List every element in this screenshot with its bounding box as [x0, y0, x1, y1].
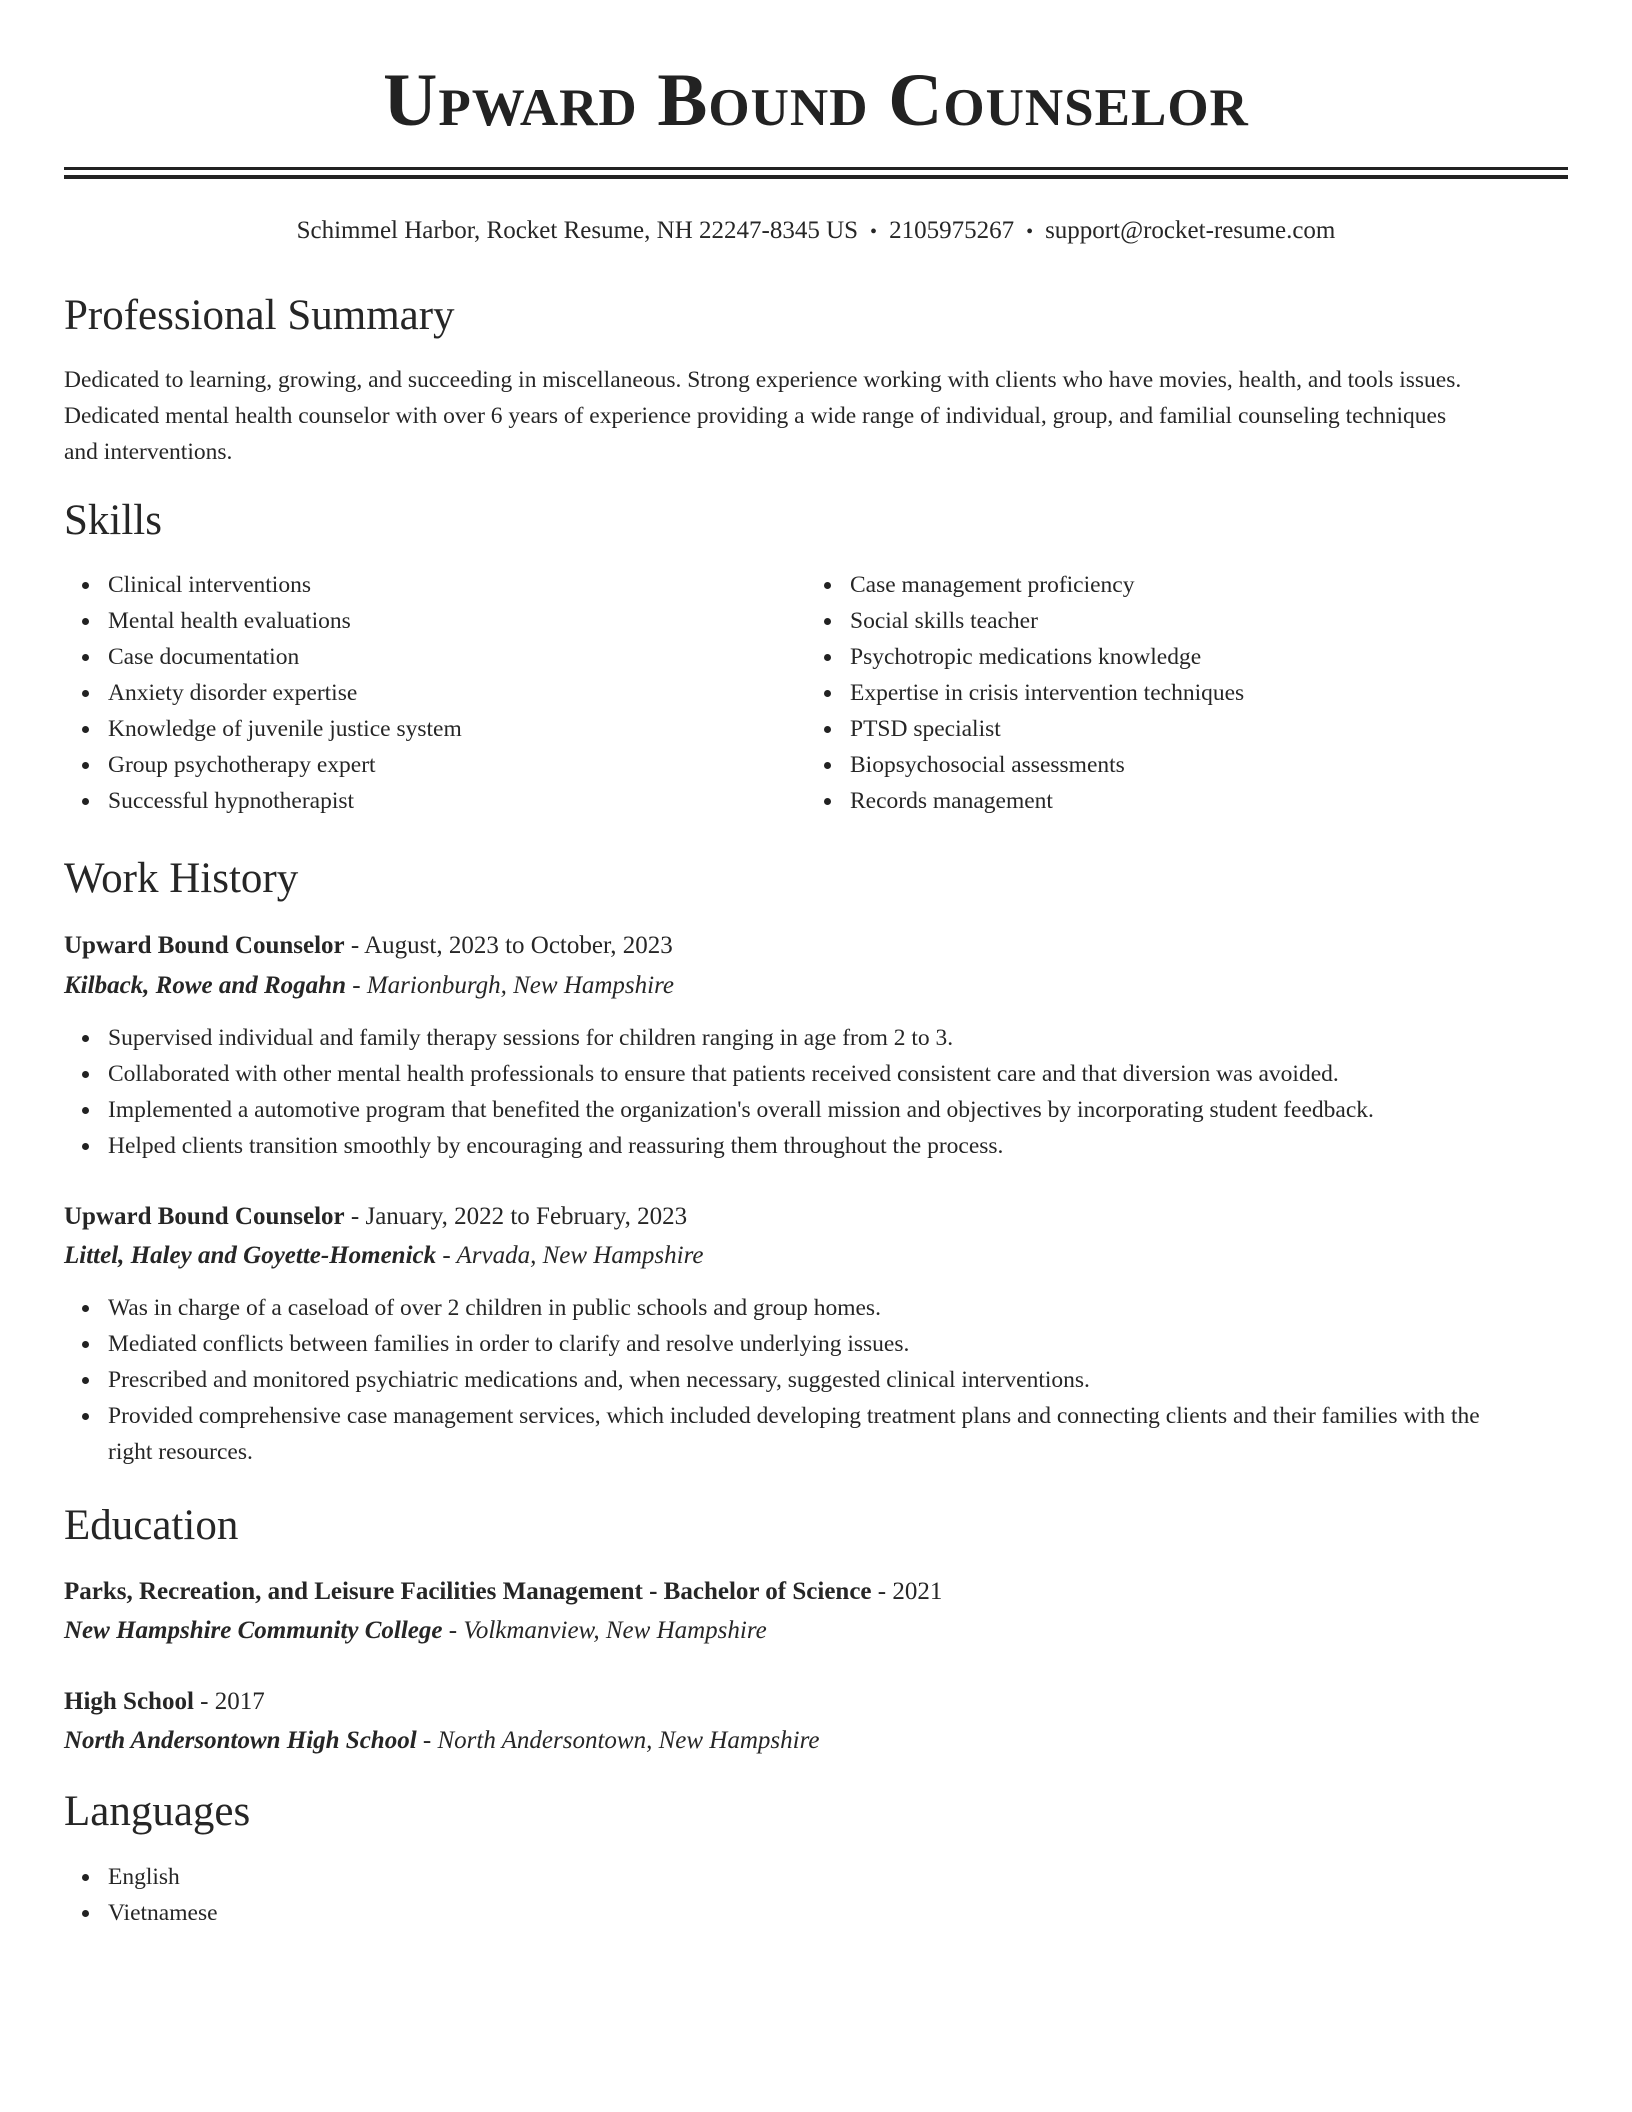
education-year: - 2017: [193, 1688, 265, 1715]
summary-line: Dedicated mental health counselor with over 6 years of experience providing a wide range of individual, group, and familial counseling techniques: [64, 403, 1447, 429]
job-company: Littel, Haley and Goyette-Homenick: [64, 1242, 437, 1269]
candidate-name: Upward Bound Counselor: [383, 59, 1249, 142]
job-bullet: Was in charge of a caseload of over 2 children in public schools and group homes.: [64, 1290, 1568, 1326]
contact-separator: •: [1026, 221, 1034, 243]
job-company-line: [64, 1237, 1568, 1275]
job-dates: - August, 2023 to October, 2023: [344, 932, 673, 959]
skills-list-right: [806, 567, 1566, 819]
contact-phone: 2105975267: [889, 217, 1015, 244]
summary-line: and interventions.: [64, 439, 233, 465]
job-location: - Arvada, New Hampshire: [436, 1242, 704, 1269]
header-rule-bottom: [64, 175, 1568, 179]
skill-item: Group psychotherapy expert: [64, 747, 764, 783]
summary-line: Dedicated to learning, growing, and succeeding in miscellaneous. Strong experience working with clients who have movies, health, and tools issues.: [64, 367, 1462, 393]
education-location: - North Andersontown, New Hampshire: [416, 1727, 820, 1754]
job-company-line: [64, 967, 1568, 1005]
job-title-line: [64, 1198, 1568, 1236]
job-role: Upward Bound Counselor: [64, 932, 345, 959]
skill-item: Social skills teacher: [806, 603, 1566, 639]
job-bullets: [64, 1020, 1568, 1164]
education-degree-line: [64, 1683, 1568, 1721]
job-bullet: Implemented a automotive program that benefited the organization's overall mission and objectives by incorporating student feedback.: [64, 1092, 1568, 1128]
skill-item: PTSD specialist: [806, 711, 1566, 747]
job-bullet: Mediated conflicts between families in order to clarify and resolve underlying issues.: [64, 1326, 1568, 1362]
language-item: Vietnamese: [64, 1895, 764, 1931]
contact-line: [64, 214, 1568, 249]
job-company: Kilback, Rowe and Rogahn: [64, 972, 346, 999]
contact-separator: •: [870, 221, 878, 243]
job-bullet-continuation: right resources.: [108, 1439, 253, 1465]
education-degree-line: [64, 1573, 1568, 1611]
language-item: English: [64, 1859, 764, 1895]
education-degree: High School: [64, 1688, 194, 1715]
job-bullet: Provided comprehensive case management services, which included developing treatment plans and connecting clients and their families with the: [64, 1398, 1568, 1434]
skill-item: Case management proficiency: [806, 567, 1566, 603]
skill-item: Biopsychosocial assessments: [806, 747, 1566, 783]
languages-list: [64, 1859, 764, 1931]
skill-item: Successful hypnotherapist: [64, 783, 764, 819]
contact-email: support@rocket-resume.com: [1045, 217, 1336, 244]
skill-item: Psychotropic medications knowledge: [806, 639, 1566, 675]
job-location: - Marionburgh, New Hampshire: [346, 972, 675, 999]
education-school-line: [64, 1722, 1568, 1760]
skill-item: Expertise in crisis intervention techniques: [806, 675, 1566, 711]
education-year: - 2021: [871, 1578, 943, 1605]
skill-item: Knowledge of juvenile justice system: [64, 711, 764, 747]
skills-heading: Skills: [64, 497, 162, 544]
skill-item: Clinical interventions: [64, 567, 764, 603]
job-bullet: Collaborated with other mental health professionals to ensure that patients received consistent care and that diversion was avoided.: [64, 1056, 1568, 1092]
skill-item: Mental health evaluations: [64, 603, 764, 639]
work-heading: Work History: [64, 855, 299, 902]
education-degree: Parks, Recreation, and Leisure Facilities Management - Bachelor of Science: [64, 1578, 872, 1605]
header-rule-top: [64, 167, 1568, 170]
education-school: New Hampshire Community College: [64, 1617, 443, 1644]
job-bullet: Prescribed and monitored psychiatric medications and, when necessary, suggested clinical interventions.: [64, 1362, 1568, 1398]
skill-item: Anxiety disorder expertise: [64, 675, 764, 711]
education-school: North Andersontown High School: [64, 1727, 417, 1754]
summary-heading: Professional Summary: [64, 292, 455, 339]
job-dates: - January, 2022 to February, 2023: [344, 1203, 688, 1230]
job-role: Upward Bound Counselor: [64, 1203, 345, 1230]
contact-address: Schimmel Harbor, Rocket Resume, NH 22247-8345 US: [296, 217, 859, 244]
education-heading: Education: [64, 1502, 239, 1549]
job-title-line: [64, 927, 1568, 965]
skill-item: Records management: [806, 783, 1566, 819]
job-bullets: [64, 1290, 1568, 1434]
job-bullet: Supervised individual and family therapy sessions for children ranging in age from 2 to 3.: [64, 1020, 1568, 1056]
education-location: - Volkmanview, New Hampshire: [442, 1617, 767, 1644]
job-bullet: Helped clients transition smoothly by encouraging and reassuring them throughout the process.: [64, 1128, 1568, 1164]
skills-list-left: [64, 567, 764, 819]
languages-heading: Languages: [64, 1788, 251, 1835]
education-school-line: [64, 1612, 1568, 1650]
skill-item: Case documentation: [64, 639, 764, 675]
